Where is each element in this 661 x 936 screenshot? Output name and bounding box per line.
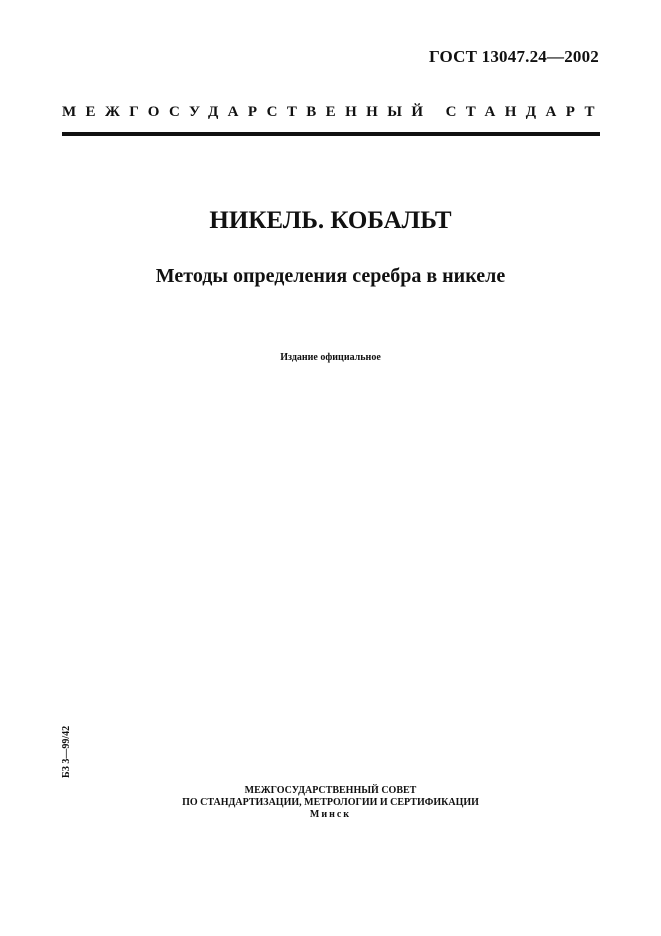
header-rule	[62, 132, 600, 136]
edition-note: Издание официальное	[280, 352, 381, 363]
document-subtitle: Методы определения серебра в никеле	[155, 265, 506, 287]
publisher-line-2: ПО СТАНДАРТИЗАЦИИ, МЕТРОЛОГИИ И СЕРТИФИКАЦИИ	[182, 797, 479, 808]
publisher-block	[0, 785, 661, 821]
document-title: НИКЕЛЬ. КОБАЛЬТ	[209, 207, 452, 234]
document-number: ГОСТ 13047.24—2002	[428, 47, 599, 66]
side-catalog-code: БЗ 3—99/42	[61, 725, 72, 778]
publisher-city: Минск	[309, 809, 352, 820]
standard-type-heading: МЕЖГОСУДАРСТВЕННЫЙ СТАНДАРТ	[62, 104, 604, 120]
publisher-line-1: МЕЖГОСУДАРСТВЕННЫЙ СОВЕТ	[244, 785, 417, 796]
